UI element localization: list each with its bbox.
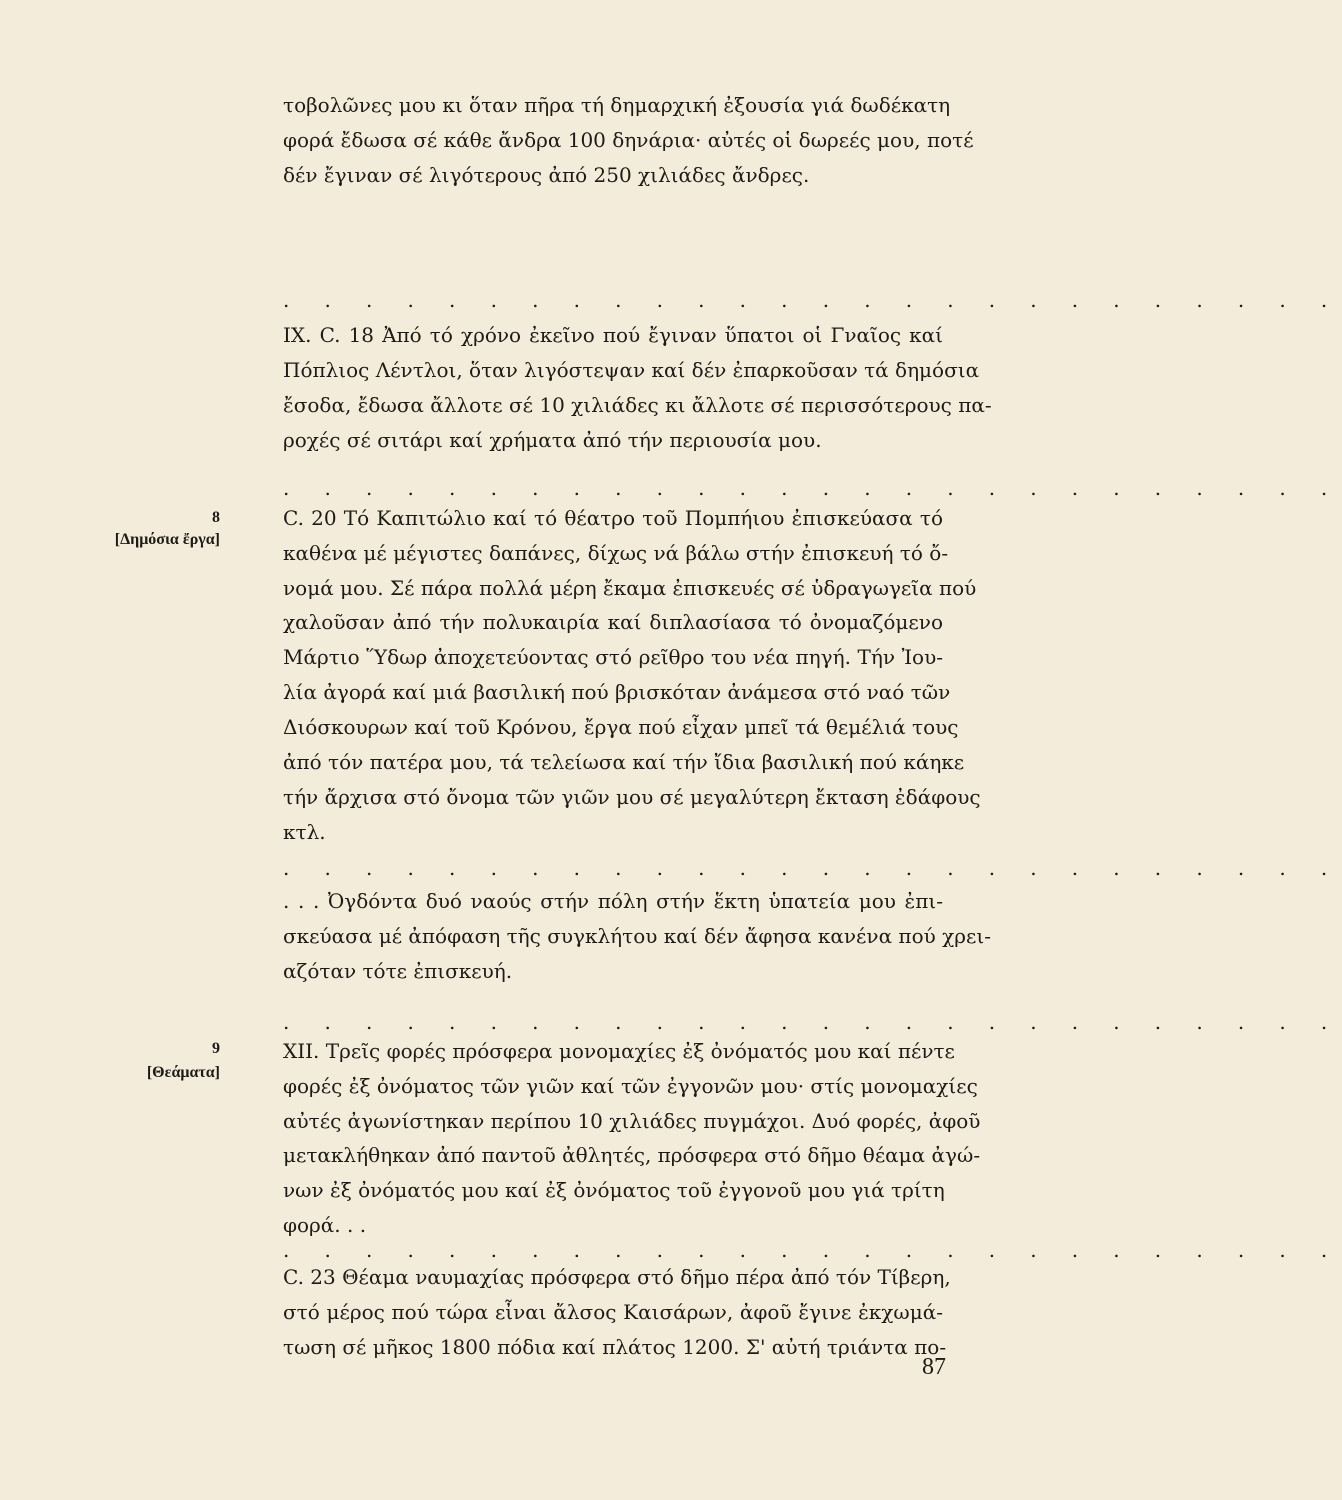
text-line: Μάρτιο Ὕδωρ ἀποχετεύοντας στό ρεῖθρο του νέα πηγή. Τήν Ἰου- (283, 645, 943, 669)
text-line: ἔσοδα, ἔδωσα ἄλλοτε σέ 10 χιλιάδες κι ἄλλοτε σέ περισσότερους πα- (283, 393, 992, 417)
text-line: ΙΧ. C. 18 Ἀπό τό χρόνο ἐκεῖνο πού ἔγιναν ὕπατοι οἱ Γναῖος καί (283, 323, 943, 347)
text-line: ἀπό τόν πατέρα μου, τά τελείωσα καί τήν ἴδια βασιλική πού κάηκε (283, 750, 965, 774)
text-line: αὐτές ἀγωνίστηκαν περίπου 10 χιλιάδες πυγμάχοι. Δυό φορές, ἀφοῦ (283, 1109, 981, 1133)
text-line: Διόσκουρων καί τοῦ Κρόνου, ἔργα πού εἶχαν μπεῖ τά θεμέλιά τους (283, 715, 959, 739)
text-line: C. 23 Θέαμα ναυμαχίας πρόσφερα στό δῆμο πέρα ἀπό τόν Τίβερη, (283, 1265, 951, 1289)
text-line: ΧΙΙ. Τρεῖς φορές πρόσφερα μονομαχίες ἐξ ὀνόματός μου καί πέντε (283, 1039, 955, 1063)
text-line: Πόπλιος Λέντλοι, ὅταν λιγόστεψαν καί δέν ἐπαρκοῦσαν τά δημόσια (283, 358, 980, 382)
ellipsis-line: . . . . . . . . . . . . . . . . . . . . . . . . . . (283, 1010, 1342, 1034)
text-line: τήν ἄρχισα στό ὄνομα τῶν γιῶν μου σέ μεγαλύτερη ἔκταση ἐδάφους (283, 785, 981, 809)
text-line: ροχές σέ σιτάρι καί χρήματα ἀπό τήν περιουσία μου. (283, 428, 822, 452)
text-line: σκεύασα μέ ἀπόφαση τῆς συγκλήτου καί δέν ἄφησα κανένα πού χρει- (283, 924, 991, 948)
ellipsis-line: . . . . . . . . . . . . . . . . . . . . . . . . . . (283, 288, 1342, 312)
text-line: κτλ. (283, 820, 326, 844)
text-line: φορές ἐξ ὀνόματος τῶν γιῶν καί τῶν ἐγγονῶν μου· στίς μονομαχίες (283, 1074, 978, 1098)
text-line: μετακλήθηκαν ἀπό παντοῦ ἀθλητές, πρόσφερα στό δῆμο θέαμα ἀγώ- (283, 1143, 981, 1167)
ellipsis-line: . . . . . . . . . . . . . . . . . . . . . . . . . . (283, 476, 1342, 500)
text-line: φορά. . . (283, 1213, 367, 1237)
text-line: χαλοῦσαν ἀπό τήν πολυκαιρία καί διπλασίασα τό ὀνομαζόμενο (283, 610, 943, 634)
text-line: τωση σέ μῆκος 1800 πόδια καί πλάτος 1200. Σ' αὐτή τριάντα πο- (283, 1335, 947, 1359)
text-line: φορά ἔδωσα σέ κάθε ἄνδρα 100 δηνάρια· αὐτές οἱ δωρεές μου, ποτέ (283, 128, 974, 152)
text-line: τοβολῶνες μου κι ὅταν πῆρα τή δημαρχική ἐξουσία γιά δωδέκατη (283, 93, 951, 117)
text-line: νομά μου. Σέ πάρα πολλά μέρη ἔκαμα ἐπισκευές σέ ὑδραγωγεῖα πού (283, 576, 977, 600)
text-line: στό μέρος πού τώρα εἶναι ἄλσος Καισάρων, ἀφοῦ ἔγινε ἐκχωμά- (283, 1300, 943, 1324)
page-number: 87 (922, 1354, 946, 1380)
text-line: λία ἀγορά καί μιά βασιλική πού βρισκόταν ἀνάμεσα στό ναό τῶν (283, 680, 951, 704)
margin-section-label: [Θεάματα] (146, 1064, 220, 1081)
text-line: C. 20 Τό Καπιτώλιο καί τό θέατρο τοῦ Πομπήιου ἐπισκεύασα τό (283, 506, 943, 530)
ellipsis-line: . . . . . . . . . . . . . . . . . . . . . . . . . . (283, 856, 1342, 880)
text-line: αζόταν τότε ἐπισκευή. (283, 959, 513, 983)
text-line: . . . Ὀγδόντα δυό ναούς στήν πόλη στήν ἕκτη ὑπατεία μου ἐπι- (283, 889, 943, 913)
margin-section-label: [Δημόσια ἔργα] (114, 531, 220, 548)
text-line: καθένα μέ μέγιστες δαπάνες, δίχως νά βάλω στήν ἐπισκευή τό ὄ- (283, 541, 949, 565)
margin-section-number: 8 (212, 509, 220, 526)
ellipsis-line: . . . . . . . . . . . . . . . . . . . . . . . . . . (283, 1238, 1342, 1262)
margin-section-number: 9 (212, 1040, 220, 1057)
text-line: νων ἐξ ὀνόματός μου καί ἐξ ὀνόματος τοῦ ἐγγονοῦ μου γιά τρίτη (283, 1178, 945, 1202)
text-line: δέν ἔγιναν σέ λιγότερους ἀπό 250 χιλιάδες ἄνδρες. (283, 163, 810, 187)
